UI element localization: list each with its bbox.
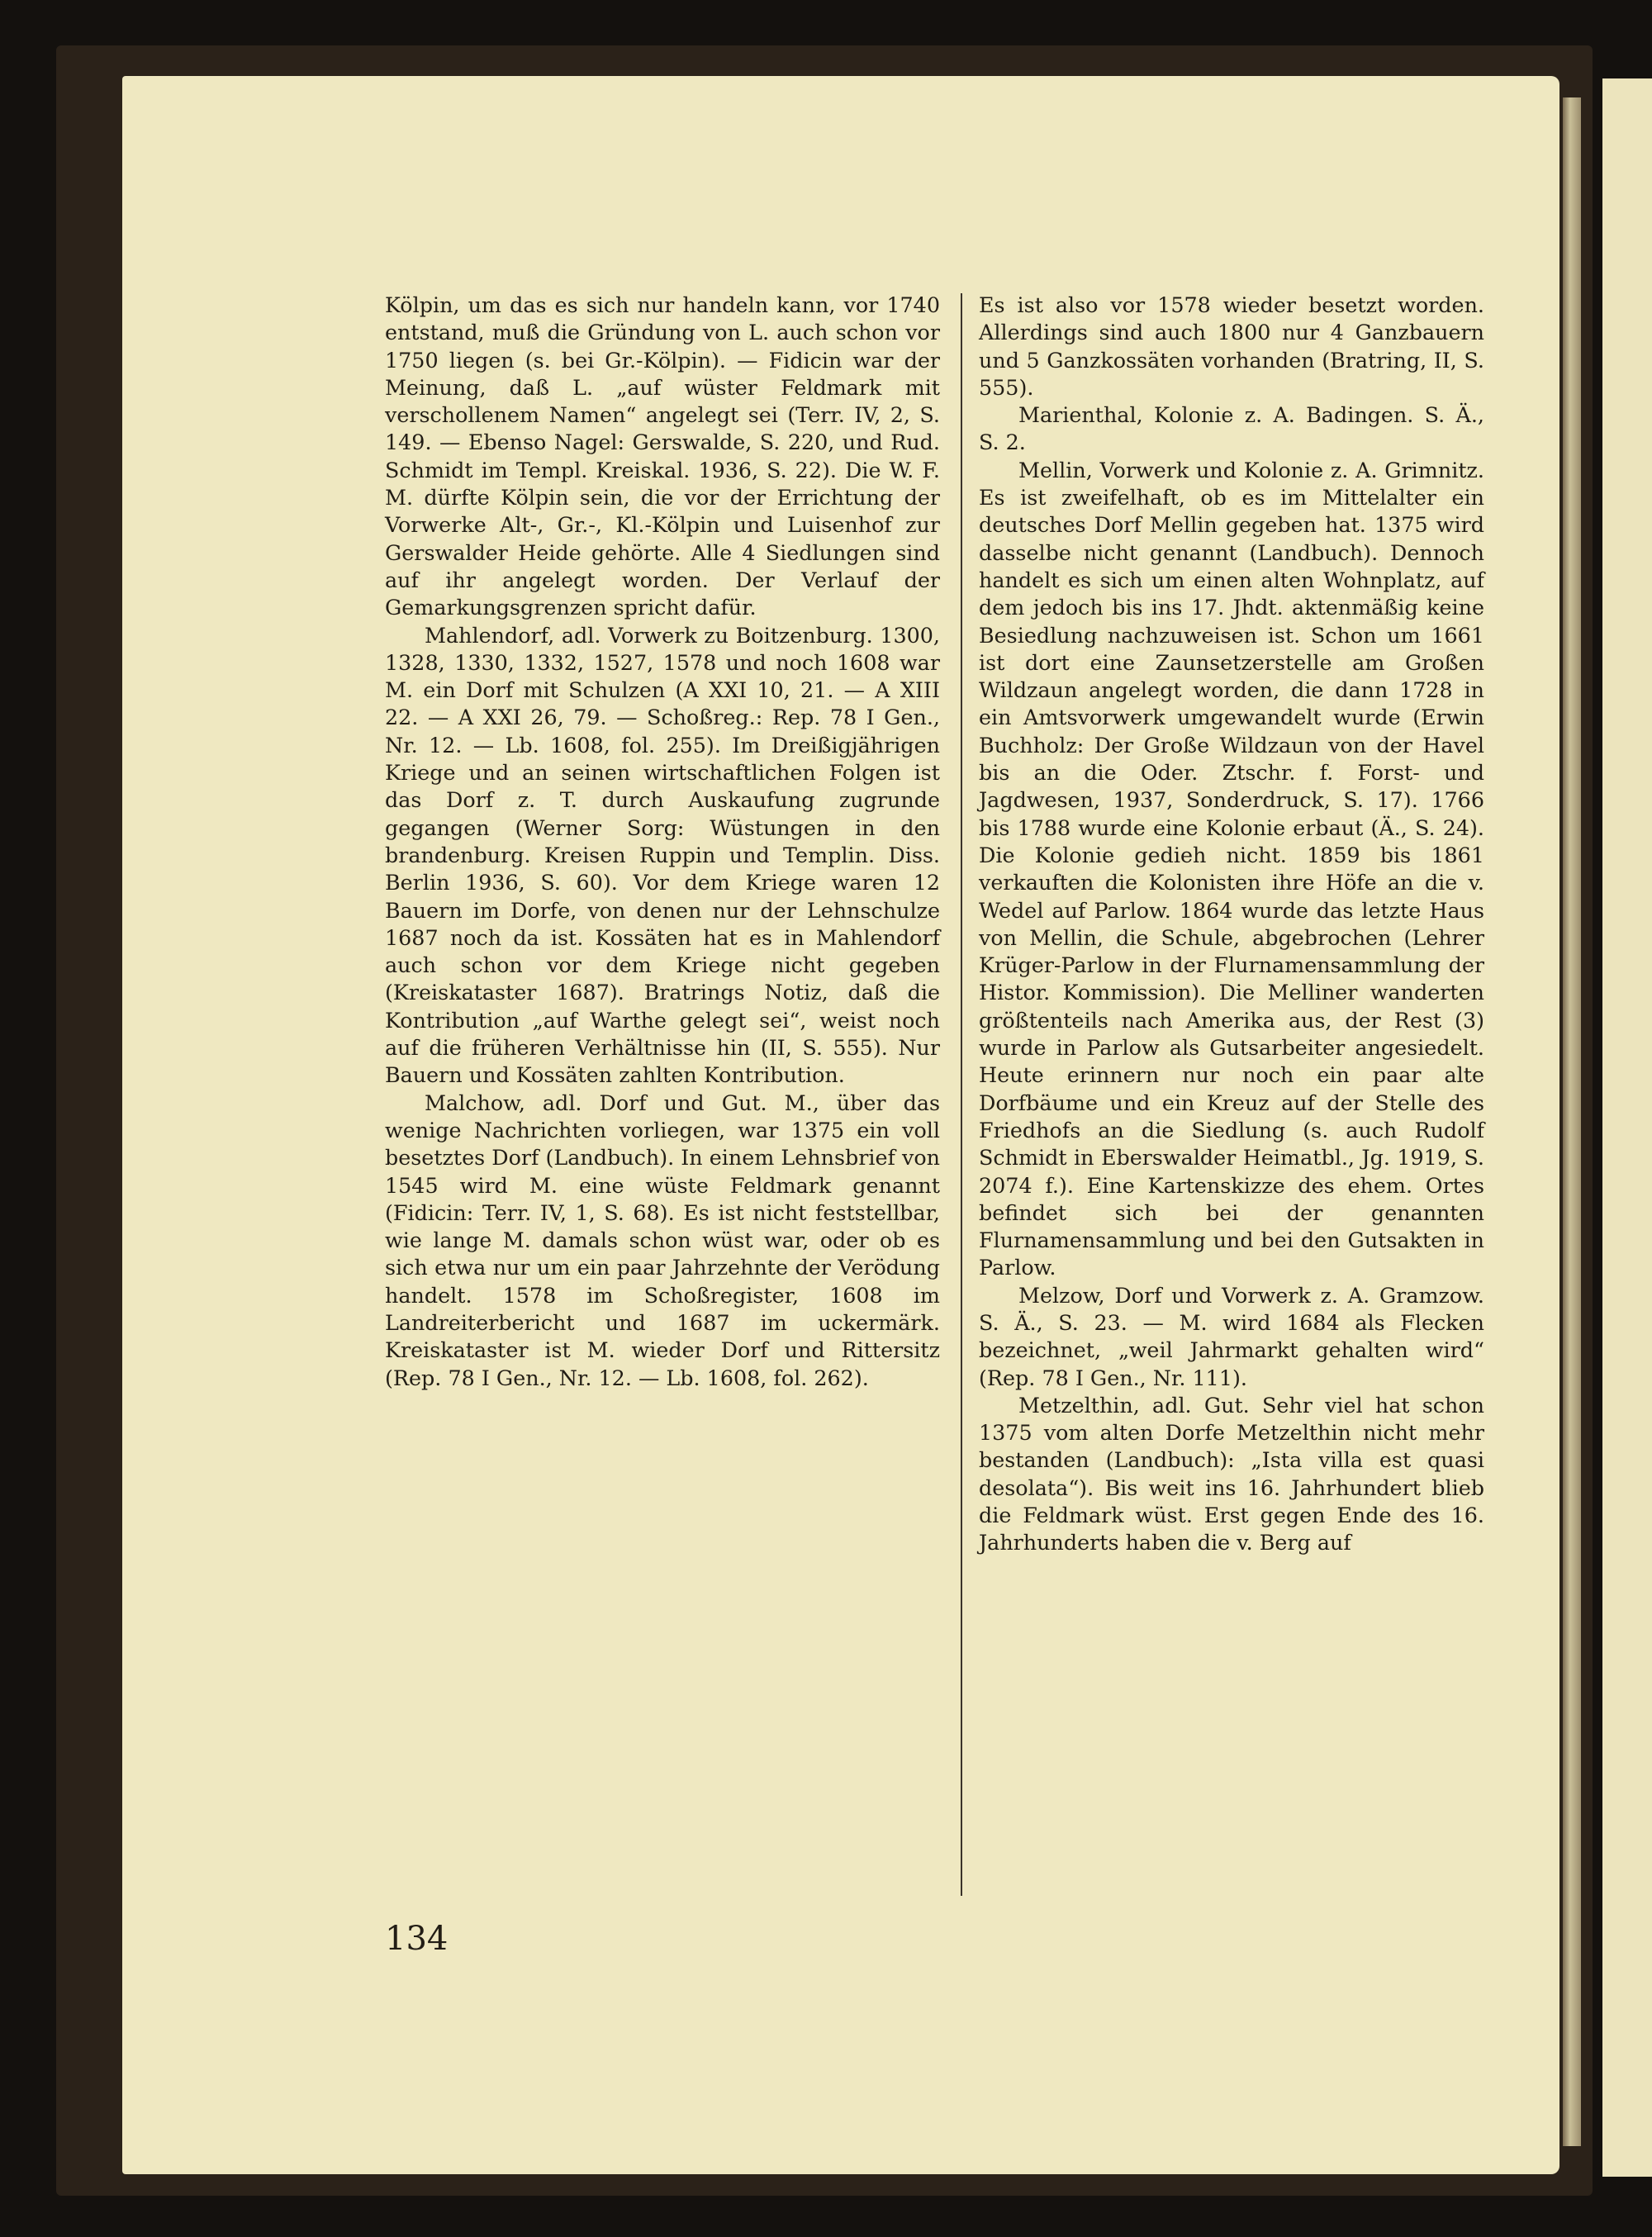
paragraph: Marienthal, Kolonie z. A. Badingen. S. Ä., S. 2. [979, 402, 1484, 455]
paragraph: Mellin, Vorwerk und Kolonie z. A. Grimnitz. Es ist zweifelhaft, ob es im Mittelalter ein deutsches Dorf Mellin gegeben hat. 1375 wird dasselbe nicht genannt (Landbuch). Dennoch handelt es sich um einen alten Wohnplatz, auf dem jedoch bis ins 17. Jhdt. aktenmäßig keine Besiedlung nachzuweisen ist. Schon um 1661 ist dort eine Zaunsetzerstelle am Großen Wildzaun angelegt worden, die dann 1728 in ein Amtsvorwerk umgewandelt wurde (Erwin Buchholz: Der Große Wildzaun von der Havel bis an die Oder. Ztschr. f. Forst- und Jagdwesen, 1937, Sonderdruck, S. 17). 1766 bis 1788 wurde eine Kolonie erbaut (Ä., S. 24). Die Kolonie gedieh nicht. 1859 bis 1861 verkauften die Kolonisten ihre Höfe an die v. Wedel auf Parlow. 1864 wurde das letzte Haus von Mellin, die Schule, abgebrochen (Lehrer Krüger-Parlow in der Flurnamensammlung der Histor. Kommission). Die Melliner wanderten größtenteils nach Amerika aus, der Rest (3) wurde in Parlow als Gutsarbeiter angesiedelt. Heute erinnern nur noch ein paar alte Dorfbäume und ein Kreuz auf der Stelle des Friedhofs an die Siedlung (s. auch Rudolf Schmidt in Eberswalder Heimatbl., Jg. 1919, S. 2074 f.). Eine Kartenskizze des ehem. Ortes befindet sich bei der genannten Flurnamensammlung und bei den Gutsakten in Parlow. [979, 457, 1484, 1280]
page-number: 134 [385, 1920, 449, 1958]
paragraph: Mahlendorf, adl. Vorwerk zu Boitzenburg. 1300, 1328, 1330, 1332, 1527, 1578 und noch 1608 war M. ein Dorf mit Schulzen (A XXI 10, 21. — A XIII 22. — A XXI 26, 79. — Schoßreg.: Rep. 78 I Gen., Nr. 12. — Lb. 1608, fol. 255). Im Dreißigjährigen Kriege und an seinen wirtschaftlichen Folgen ist das Dorf z. T. durch Auskaufung zugrunde gegangen (Werner Sorg: Wüstungen in den brandenburg. Kreisen Ruppin und Templin. Diss. Berlin 1936, S. 60). Vor dem Kriege waren 12 Bauern im Dorfe, von denen nur der Lehnschulze 1687 noch da ist. Kossäten hat es in Mahlendorf auch schon vor dem Kriege nicht gegeben (Kreiskataster 1687). Bratrings Notiz, daß die Kontribution „auf Warthe gelegt sei“, weist noch auf die früheren Verhältnisse hin (II, S. 555). Nur Bauern und Kossäten zahlten Kontribution. [385, 622, 940, 1088]
paragraph: Kölpin, um das es sich nur handeln kann, vor 1740 entstand, muß die Gründung von L. auch schon vor 1750 liegen (s. bei Gr.-Kölpin). — Fidicin war der Meinung, daß L. „auf wüster Feldmark mit verschollenem Namen“ angelegt sei (Terr. IV, 2, S. 149. — Ebenso Nagel: Gerswalde, S. 220, und Rud. Schmidt im Templ. Kreiskal. 1936, S. 22). Die W. F. M. dürfte Kölpin sein, die vor der Errichtung der Vorwerke Alt-, Gr.-, Kl.-Kölpin und Luisenhof zur Gerswalder Heide gehörte. Alle 4 Siedlungen sind auf ihr angelegt worden. Der Verlauf der Gemarkungsgrenzen spricht dafür. [385, 292, 940, 620]
right-text-column [979, 292, 1484, 1557]
paragraph: Es ist also vor 1578 wieder besetzt worden. Allerdings sind auch 1800 nur 4 Ganzbauern und 5 Ganzkossäten vorhanden (Bratring, II, S. 555). [979, 292, 1484, 400]
column-divider [961, 293, 962, 1896]
page-gutter [1563, 97, 1581, 2146]
paragraph: Melzow, Dorf und Vorwerk z. A. Gramzow. S. Ä., S. 23. — M. wird 1684 als Flecken bezeichnet, „weil Jahrmarkt gehalten wird“ (Rep. 78 I Gen., Nr. 111). [979, 1282, 1484, 1390]
paragraph: Metzelthin, adl. Gut. Sehr viel hat schon 1375 vom alten Dorfe Metzelthin nicht mehr bestanden (Landbuch): „Ista villa est quasi desolata“). Bis weit ins 16. Jahrhundert blieb die Feldmark wüst. Erst gegen Ende des 16. Jahrhunderts haben die v. Berg auf [979, 1392, 1484, 1555]
facing-page-edge [1602, 78, 1652, 2177]
left-text-column [385, 292, 940, 1392]
paragraph: Malchow, adl. Dorf und Gut. M., über das wenige Nachrichten vorliegen, war 1375 ein voll besetztes Dorf (Landbuch). In einem Lehnsbrief von 1545 wird M. eine wüste Feldmark genannt (Fidicin: Terr. IV, 1, S. 68). Es ist nicht feststellbar, wie lange M. damals schon wüst war, oder ob es sich etwa nur um ein paar Jahrzehnte der Verödung handelt. 1578 im Schoßregister, 1608 im Landreiterbericht und 1687 im uckermärk. Kreiskataster ist M. wieder Dorf und Rittersitz (Rep. 78 I Gen., Nr. 12. — Lb. 1608, fol. 262). [385, 1090, 940, 1390]
